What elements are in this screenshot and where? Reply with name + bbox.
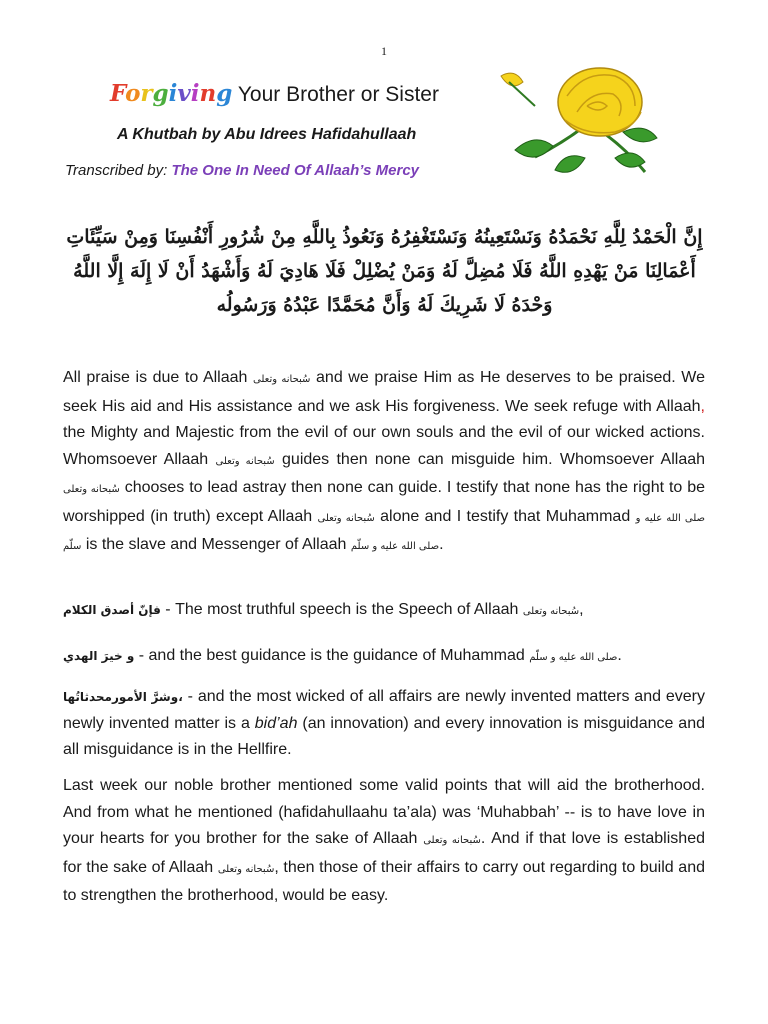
text: . (617, 647, 622, 664)
honorific-prophet: صلى الله عليه و سلّم (350, 541, 440, 552)
document-title (110, 80, 439, 107)
text: is the slave and Messenger of Allaah (85, 536, 347, 553)
document-subtitle: A Khutbah by Abu Idrees Hafidahullaah (117, 126, 417, 143)
title-letter: v (177, 80, 191, 107)
text: - The most truthful speech is the Speech of Allaah (165, 601, 519, 618)
text: alone and I testify that Muhammad (380, 507, 631, 525)
honorific-allaah: سُبحانه وتعلى (63, 484, 120, 495)
honorific-allaah: سُبحانه وتعلى (217, 863, 275, 875)
text: the Mighty and Majestic from the evil of our own souls and the evil of our wicked actions. Whomsoever Allaah (63, 424, 705, 468)
paragraph-brotherhood (63, 773, 705, 910)
title-letter: g (152, 80, 169, 107)
title-letter: i (190, 80, 200, 107)
title-letter: o (125, 80, 141, 107)
text: (an innovation) and every innovation is misguidance and all misguidance is in the Hellfire. (63, 714, 706, 758)
text: All praise is due to Allaah (63, 369, 248, 386)
title-letter: g (216, 80, 233, 107)
honorific-prophet: صلى الله عليه و سلّم (63, 512, 706, 552)
red-comma: , (700, 397, 705, 415)
paragraph-truthful-speech (63, 597, 705, 626)
paragraph-innovations (63, 684, 705, 764)
title-letter: F (110, 80, 126, 107)
text: guides then none can misguide him. Whomsoever Allaah (282, 450, 706, 468)
arabic-opening-supplication: إِنَّ الْحَمْدُ لِلَّهِ نَحْمَدُهُ وَنَسْتَعِينُهُ وَنَسْتَغْفِرُهُ وَنَعُوذُ بِاللَّهِ مِنْ شُرُورِ أَنْفُسِنَا وَمِنْ سَيِّئَاتِ أَعْمَالِنَا مَنْ يَهْدِهِ اللَّهُ فَلَا مُضِلَّ لَهُ وَمَنْ يُضْلِلْ فَلَا هَادِيَ لَهُ وَأَشْهَدُ أَنْ لَا إِلَهَ إِلَّا اللَّهُ وَحْدَهُ لَا شَرِيكَ لَهُ وَأَنَّ مُحَمَّدًا عَبْدُهُ وَرَسُولُه (66, 226, 703, 316)
text: - and the most wicked of all affairs are newly invented matters and every newly invented matter is a (63, 688, 705, 732)
page-number: 1 (381, 44, 387, 58)
text: . And if that love is established for the sake of Allaah (63, 830, 705, 876)
text: . (439, 536, 444, 553)
honorific-prophet: صلى الله عليه و سلّم (529, 652, 618, 663)
text: chooses to lead astray then none can guide. I testify that none has the right to be worshipped (in truth) except Allaah (63, 479, 706, 525)
honorific-allaah: سُبحانه وتعلى (253, 374, 311, 385)
text: , (579, 601, 584, 618)
honorific-allaah: سُبحانه وتعلى (317, 512, 375, 524)
title-colored-word (110, 80, 232, 107)
text: - and the best guidance is the guidance of Muhammad (138, 647, 525, 664)
paragraph-praise (63, 365, 705, 561)
arabic-phrase: وشرَّ الأمورمحدثاتُها، (63, 690, 183, 704)
title-letter: n (199, 80, 217, 107)
text: , then those of their affairs to carry out regarding to build and to strengthen the brotherhood, would be easy. (63, 858, 705, 904)
transcribed-by-label: Transcribed by: (65, 162, 168, 179)
transcribed-by (65, 162, 419, 179)
transcriber-name: The One In Need Of Allaah’s Mercy (171, 162, 420, 179)
honorific-allaah: سُبحانه وتعلى (215, 455, 275, 467)
text: Last week our noble brother mentioned some valid points that will aid the brotherhood. And from what he mentioned (hafidahullaahu ta’ala) was ‘Muhabbah’ -- is to have love in your hearts for you brother for the sake of Allaah (63, 777, 705, 847)
arabic-phrase: و خيرَ الهدي (63, 649, 135, 663)
paragraph-best-guidance (63, 643, 705, 672)
bidah-term: bid’ah (254, 714, 298, 732)
honorific-allaah: سُبحانه وتعلى (423, 835, 481, 846)
title-letter: r (140, 80, 153, 107)
title-letter: i (168, 80, 178, 107)
title-rest: Your Brother or Sister (237, 83, 439, 106)
honorific-allaah: سُبحانه وتعلى (522, 606, 580, 617)
arabic-phrase: فإنّ أصدق الكلام (63, 603, 161, 617)
text: and we praise Him as He deserves to be praised. We seek His aid and His assistance and we ask His forgiveness. We seek refuge with Allaah (63, 369, 705, 415)
yellow-rose-image (495, 62, 665, 182)
